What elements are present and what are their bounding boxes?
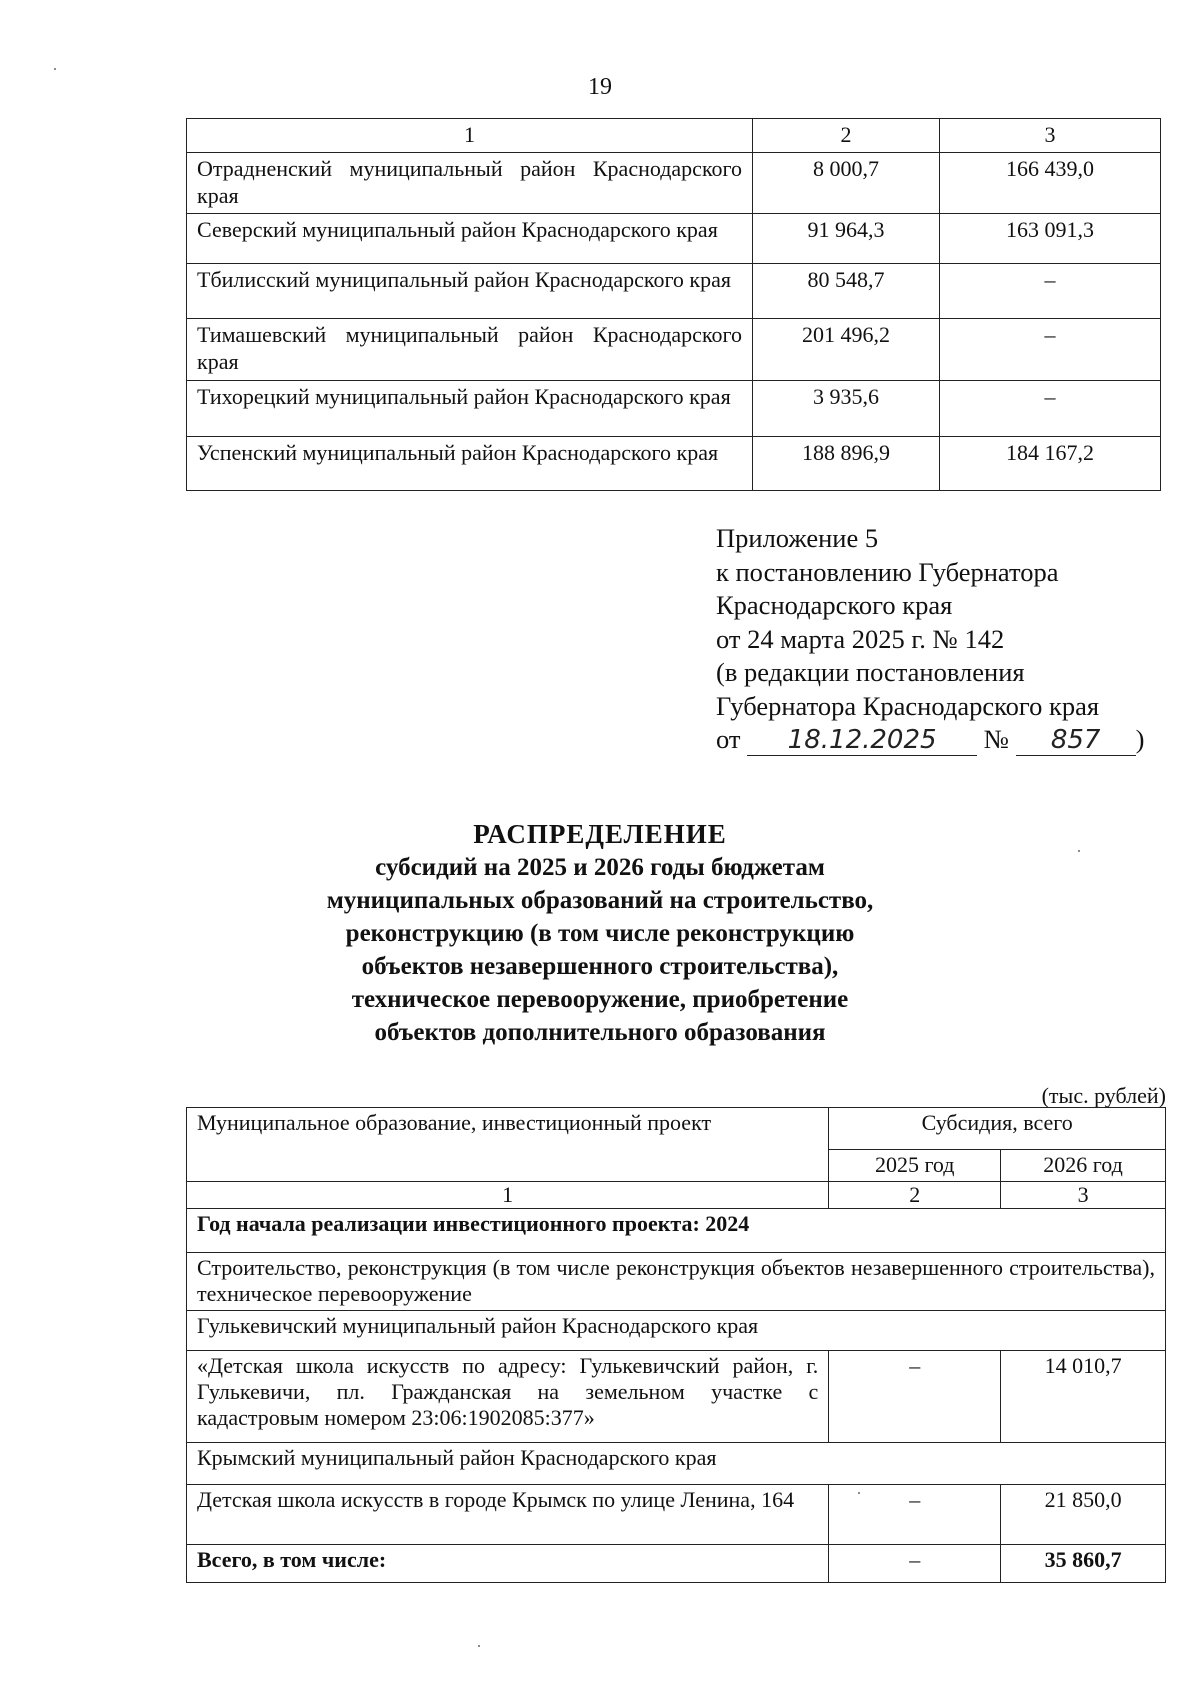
value-2025: 3 935,6: [753, 381, 940, 437]
total-2025: –: [829, 1545, 1001, 1583]
column-number: 3: [1001, 1182, 1166, 1209]
appendix-line: Губернатора Краснодарского края: [716, 690, 1100, 721]
district-name: Гулькевичский муниципальный район Краснодарского края: [187, 1311, 1166, 1351]
appendix-line: (в редакции постановления: [716, 657, 1025, 687]
district-name: Отрадненский муниципальный район Краснодарского края: [187, 153, 753, 214]
column-header-subsidy: Субсидия, всего: [829, 1108, 1166, 1150]
appendix-line: Краснодарского края: [716, 590, 953, 620]
project-name: Детская школа искусств в городе Крымск по улице Ленина, 164: [187, 1485, 829, 1545]
district-name: Крымский муниципальный район Краснодарского края: [187, 1443, 1166, 1485]
column-number: 2: [829, 1182, 1001, 1209]
scan-speck: [858, 1492, 860, 1494]
value-2025: 91 964,3: [753, 214, 940, 264]
table-row: [187, 264, 1161, 319]
total-row: [187, 1545, 1166, 1583]
column-number: 2: [753, 119, 940, 153]
value-2026: 14 010,7: [1001, 1351, 1166, 1443]
heading-line: техническое перевооружение, приобретение: [351, 986, 849, 1013]
value-2025: –: [829, 1351, 1001, 1443]
value-2026: –: [940, 319, 1161, 381]
table-row: [187, 319, 1161, 381]
total-label: Всего, в том числе:: [187, 1545, 829, 1583]
heading-line: объектов незавершенного строительства),: [361, 953, 839, 980]
closing-paren: ): [1135, 724, 1145, 754]
value-2025: 188 896,9: [753, 437, 940, 491]
page-number: 19: [588, 74, 612, 100]
value-2026: –: [940, 381, 1161, 437]
number-label: №: [983, 724, 1010, 754]
appendix-line: к постановлению Губернатора: [716, 556, 1059, 587]
total-2026: 35 860,7: [1001, 1545, 1166, 1583]
district-name: Тихорецкий муниципальный район Краснодарского края: [187, 381, 753, 437]
scan-speck: [478, 1645, 480, 1647]
units-label: (тыс. рублей): [1041, 1083, 1166, 1108]
section-subtitle: Строительство, реконструкция (в том числе реконструкция объектов незавершенного строительства), техническое перевооружение: [187, 1253, 1166, 1311]
column-header-2025: 2025 год: [829, 1150, 1001, 1182]
value-2026: –: [940, 264, 1161, 319]
heading-line: муниципальных образований на строительство,: [326, 887, 874, 914]
column-header-name: Муниципальное образование, инвестиционный проект: [187, 1108, 829, 1182]
value-2026: 184 167,2: [940, 437, 1161, 491]
column-number: 1: [187, 119, 753, 153]
appendix-line: Приложение 5: [716, 523, 879, 553]
heading-line: субсидий на 2025 и 2026 годы бюджетам: [375, 854, 825, 881]
appendix-line: от 24 марта 2025 г. № 142: [716, 623, 1005, 654]
heading-line: объектов дополнительного образования: [374, 1019, 826, 1046]
district-name: Успенский муниципальный район Краснодарского края: [187, 437, 753, 491]
column-number: 3: [940, 119, 1161, 153]
district-row: [187, 1311, 1166, 1351]
district-name: Тбилисский муниципальный район Краснодарского края: [187, 264, 753, 319]
section-title: Год начала реализации инвестиционного проекта: 2024: [187, 1209, 1166, 1253]
value-2026: 21 850,0: [1001, 1485, 1166, 1545]
header-row: [187, 1108, 1166, 1150]
table-row: [187, 153, 1161, 214]
sign-prefix: от: [716, 724, 741, 754]
scan-speck: [1078, 850, 1080, 852]
value-2026: 166 439,0: [940, 153, 1161, 214]
table-row: [187, 214, 1161, 264]
table-row: [187, 437, 1161, 491]
handwritten-number: 857: [1016, 725, 1136, 756]
district-row: [187, 1443, 1166, 1485]
document-heading: [0, 818, 1200, 1049]
value-2025: 80 548,7: [753, 264, 940, 319]
project-row: [187, 1351, 1166, 1443]
column-number-row: [187, 1182, 1166, 1209]
table-header-row: [187, 119, 1161, 153]
district-name: Тимашевский муниципальный район Краснодарского края: [187, 319, 753, 381]
signature-line: [716, 723, 1144, 757]
district-name: Северский муниципальный район Краснодарского края: [187, 214, 753, 264]
heading-title: РАСПРЕДЕЛЕНИЕ: [473, 819, 727, 849]
value-2026: 163 091,3: [940, 214, 1161, 264]
distribution-table: [186, 1107, 1166, 1583]
column-number: 1: [187, 1182, 829, 1209]
value-2025: 8 000,7: [753, 153, 940, 214]
handwritten-date: 18.12.2025: [747, 725, 977, 756]
project-row: [187, 1485, 1166, 1545]
appendix-block: [716, 522, 1144, 757]
continuation-table: [186, 118, 1161, 491]
heading-line: реконструкцию (в том числе реконструкцию: [345, 920, 855, 947]
value-2025: –: [829, 1485, 1001, 1545]
value-2025: 201 496,2: [753, 319, 940, 381]
column-header-2026: 2026 год: [1001, 1150, 1166, 1182]
section-row: [187, 1209, 1166, 1253]
table-row: [187, 381, 1161, 437]
scan-speck: [54, 68, 56, 70]
project-name: «Детская школа искусств по адресу: Гулькевичский район, г. Гулькевичи, пл. Гражданская на земельном участке с кадастровым номером 23:06:1902085:377»: [187, 1351, 829, 1443]
section-row: [187, 1253, 1166, 1311]
